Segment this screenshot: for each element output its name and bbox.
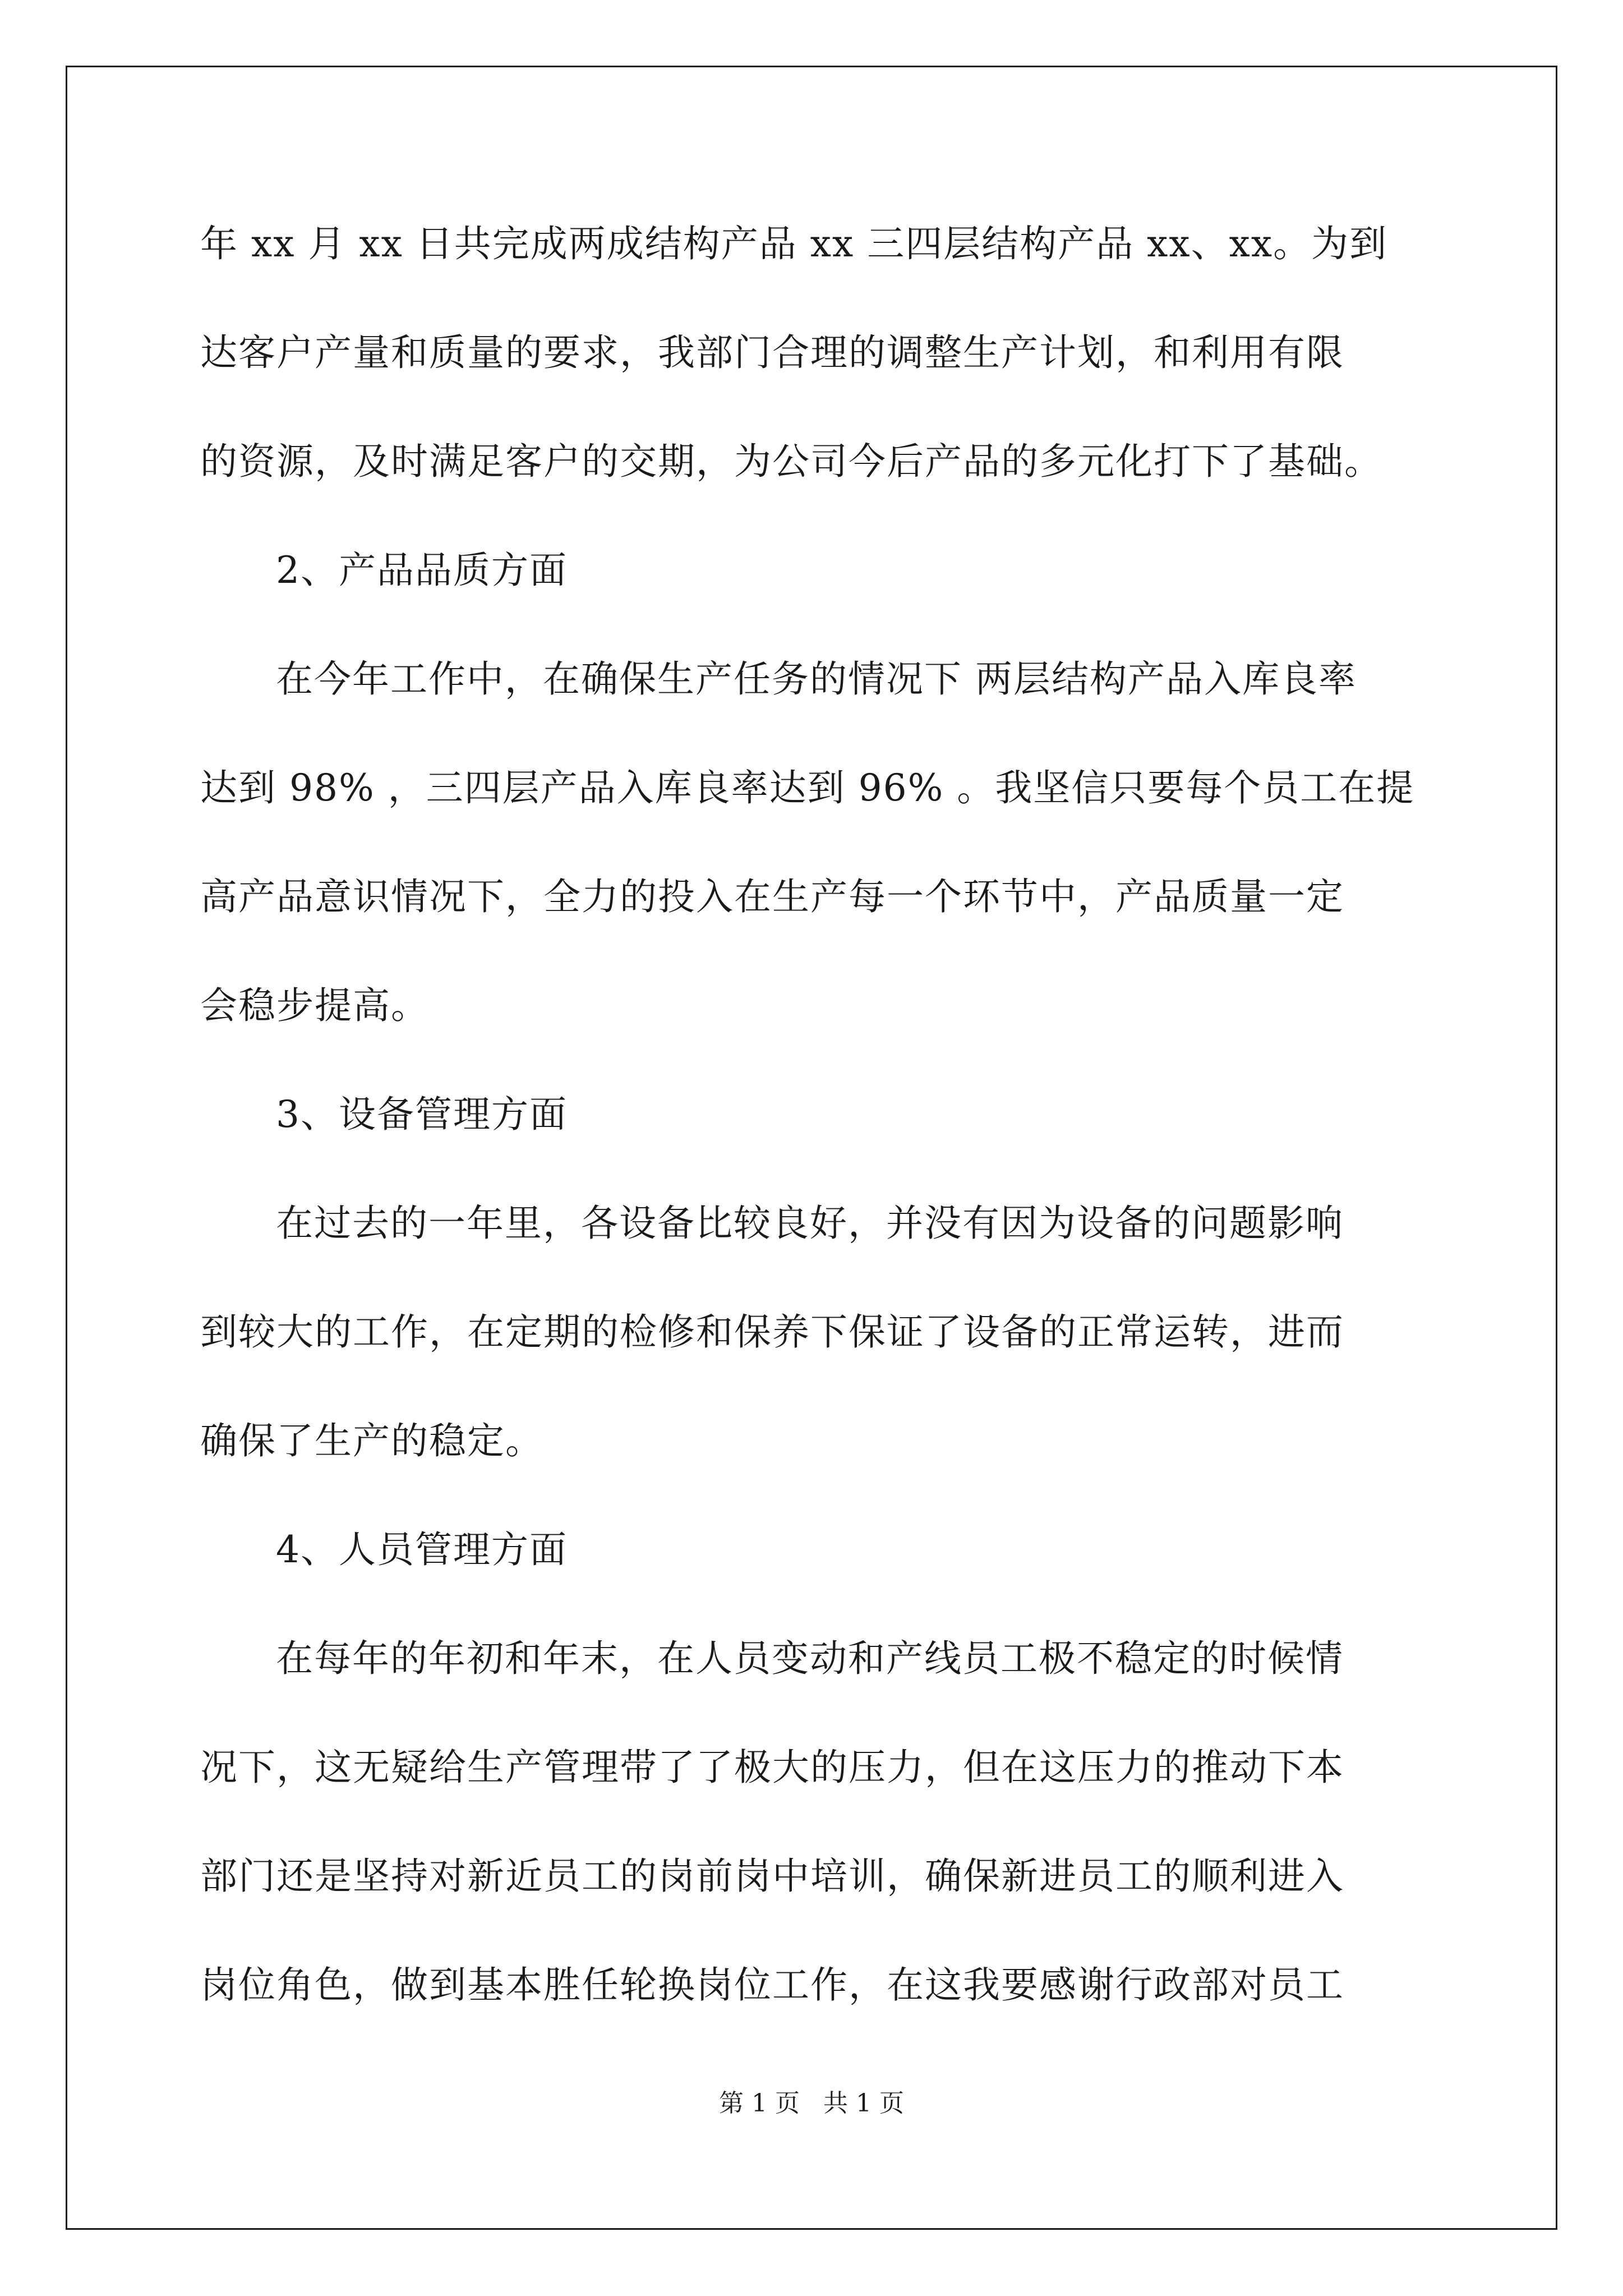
text-line: 达客户产量和质量的要求，我部门合理的调整生产计划，和利用有限: [200, 331, 1344, 374]
page-total: 共 1 页: [823, 2089, 904, 2118]
section-heading: 2、产品品质方面: [276, 549, 568, 592]
text-line: 况下，这无疑给生产管理带了了极大的压力，但在这压力的推动下本: [200, 1746, 1344, 1789]
text-line: 高产品意识情况下，全力的投入在生产每一个环节中，产品质量一定: [200, 875, 1344, 918]
text-line: 在今年工作中，在确保生产任务的情况下 两层结构产品入库良率: [276, 657, 1357, 701]
text-line: 到较大的工作，在定期的检修和保养下保证了设备的正常运转，进而: [200, 1310, 1344, 1354]
page-border: [66, 66, 1557, 2230]
text-line: 达到 98% ，三四层产品入库良率达到 96% 。我坚信只要每个员工在提: [200, 766, 1415, 809]
section-heading: 4、人员管理方面: [276, 1528, 568, 1571]
page-footer: [0, 2088, 1623, 2119]
text-line: 部门还是坚持对新近员工的岗前岗中培训，确保新进员工的顺利进入: [200, 1855, 1344, 1898]
text-line: 会稳步提高。: [200, 984, 429, 1027]
section-heading: 3、设备管理方面: [276, 1093, 568, 1136]
page-number: 第 1 页: [719, 2089, 800, 2118]
text-line: 在每年的年初和年末，在人员变动和产线员工极不稳定的时候情: [276, 1637, 1344, 1680]
text-line: 年 xx 月 xx 日共完成两成结构产品 xx 三四层结构产品 xx、xx。为到: [200, 222, 1388, 265]
text-line: 确保了生产的稳定。: [200, 1419, 543, 1462]
text-line: 岗位角色，做到基本胜任轮换岗位工作，在这我要感谢行政部对员工: [200, 1963, 1344, 2007]
text-line: 的资源，及时满足客户的交期，为公司今后产品的多元化打下了基础。: [200, 440, 1382, 483]
text-line: 在过去的一年里，各设备比较良好，并没有因为设备的问题影响: [276, 1202, 1344, 1245]
